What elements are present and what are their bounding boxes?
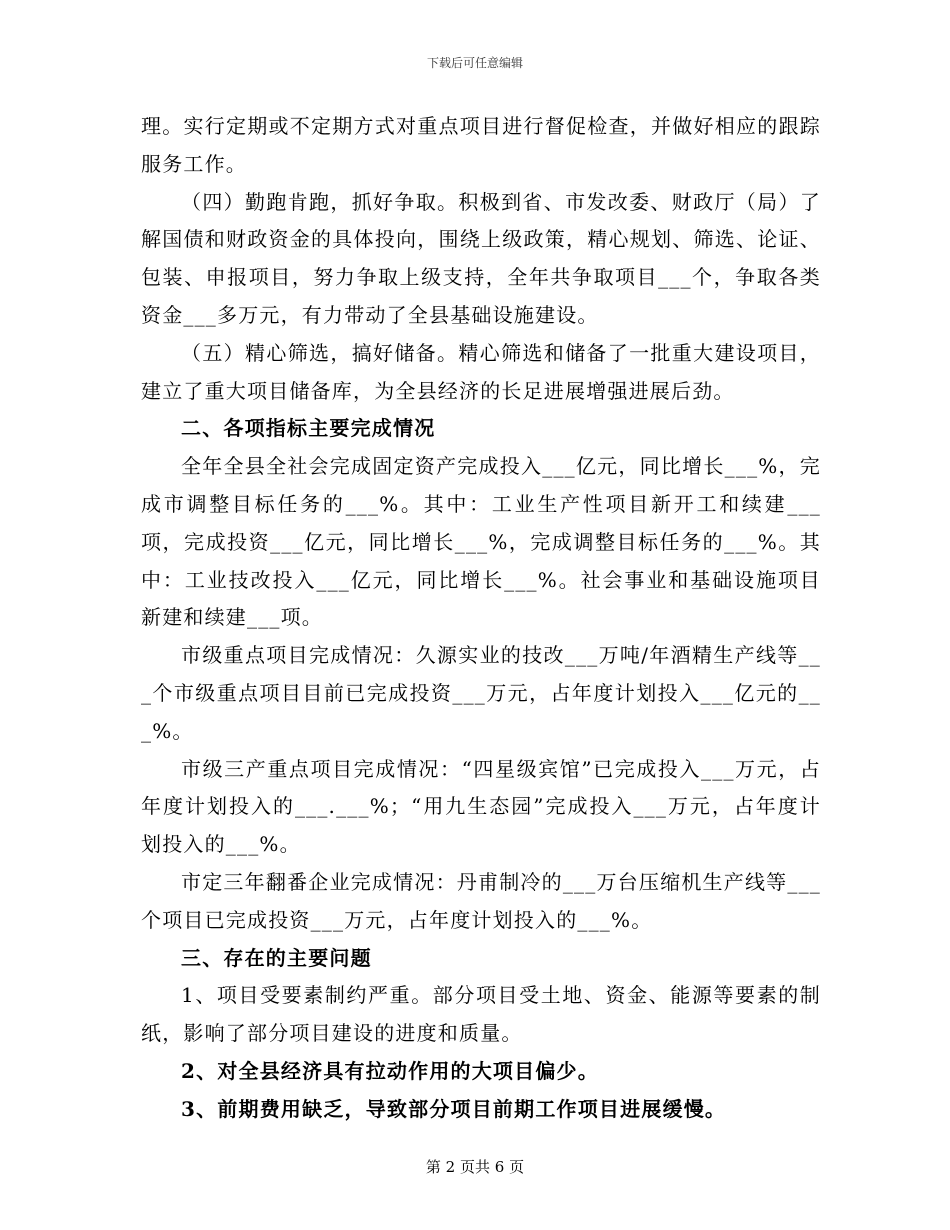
paragraph-problem-three: 3、前期费用缺乏，导致部分项目前期工作项目进展缓慢。 bbox=[181, 1096, 727, 1121]
paragraph-city-key-projects: 市级重点项目完成情况：久源实业的技改___万吨/年酒精生产线等___个市级重点项目目前已完成投资___万元，占年度计划投入___亿元的___%。 bbox=[141, 643, 821, 743]
paragraph-problem-two: 2、对全县经济具有拉动作用的大项目偏少。 bbox=[181, 1058, 599, 1083]
paragraph-item-four: （四）勤跑肯跑，抓好争取。积极到省、市发改委、财政厅（局）了解国债和财政资金的具体投向，围绕上级政策，精心规划、筛选、论证、包装、申报项目，努力争取上级支持，全年共争取项目___个，争取各类资金___多万元，有力带动了全县基础设施建设。 bbox=[141, 189, 821, 327]
section-heading-indicators: 二、各项指标主要完成情况 bbox=[181, 416, 436, 441]
paragraph-problem-one: 1、项目受要素制约严重。部分项目受土地、资金、能源等要素的制纸，影响了部分项目建设的进度和质量。 bbox=[141, 983, 821, 1046]
paragraph-continuation: 理。实行定期或不定期方式对重点项目进行督促检查，并做好相应的跟踪服务工作。 bbox=[141, 114, 821, 176]
paragraph-item-five: （五）精心筛选，搞好储备。精心筛选和储备了一批重大建设项目，建立了重大项目储备库，为全县经济的长足进展增强进展后劲。 bbox=[141, 340, 821, 403]
page-number-footer: 第 2 页共 6 页 bbox=[425, 1158, 525, 1176]
document-body bbox=[141, 108, 821, 1129]
page-header-note: 下载后可任意编辑 bbox=[426, 56, 523, 70]
paragraph-tertiary-projects: 市级三产重点项目完成情况：“四星级宾馆”已完成投入___万元，占年度计划投入的___.___%；“用九生态园”完成投入___万元，占年度计划投入的___%。 bbox=[141, 756, 821, 857]
paragraph-doubling-enterprises: 市定三年翻番企业完成情况：丹甫制冷的___万台压缩机生产线等___个项目已完成投资___万元，占年度计划投入的___%。 bbox=[141, 869, 821, 932]
paragraph-investment-summary: 全年全县全社会完成固定资产完成投入___亿元，同比增长___%，完成市调整目标任务的___%。其中：工业生产性项目新开工和续建___项，完成投资___亿元，同比增长___%，完成调整目标任务的___%。其中：工业技改投入___亿元，同比增长___%。社会事业和基础设施项目新建和续建___项。 bbox=[141, 454, 821, 630]
section-heading-problems: 三、存在的主要问题 bbox=[181, 945, 372, 970]
